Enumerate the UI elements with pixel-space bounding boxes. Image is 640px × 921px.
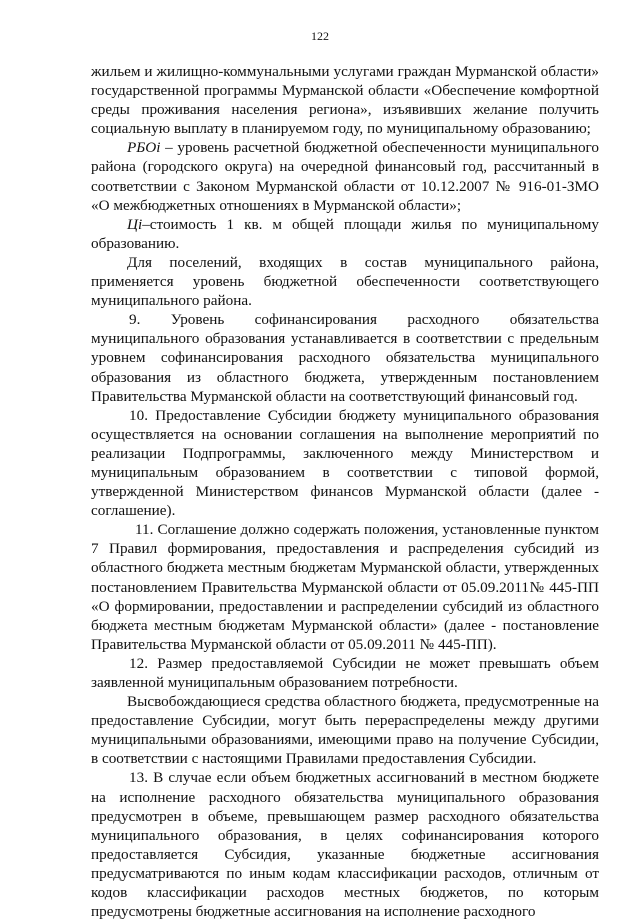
paragraph-continuation: жильем и жилищно-коммунальными услугами граждан Мурманской области» государственной программы Мурманской области «Обеспечение комфортной среды проживания населения региона», изъявивших желание получить социальную выплату в планируемом году, по муниципальному образованию; <box>91 63 599 138</box>
term-rbo: РБОi <box>127 139 161 157</box>
paragraph-redistribution: Высвобождающиеся средства областного бюджета, предусмотренные на предоставление Субсидии, могут быть перераспределены между другими муниципальными образованиями, имеющими право на получение Субсидии, в соответствии с настоящими Правилами предоставления Субсидии. <box>91 693 599 768</box>
paragraph-item-9: 9. Уровень софинансирования расходного обязательства муниципального образования устанавливается в соответствии с предельным уровнем софинансирования расходного обязательства муниципального образования из областного бюджета, утвержденным постановлением Правительства Мурманской области на соответствующий финансовый год. <box>91 311 599 405</box>
page-number: 122 <box>311 29 329 43</box>
term-price: Цi <box>127 215 143 233</box>
paragraph-item-13: 13. В случае если объем бюджетных ассигнований в местном бюджете на исполнение расходного обязательства муниципального образования предусмотрен в объеме, превышающем размер расходного обязательства муниципального образования, в целях софинансирования которого предоставляется Субсидия, указанные бюджетные ассигнования предусматриваются по иным кодам классификации расходов, отличным от кодов классификации расходов местных бюджетов, по которым предусмотрены бюджетные ассигнования на исполнение расходного <box>91 769 599 921</box>
paragraph-price-definition: Цi–стоимость 1 кв. м общей площади жилья по муниципальному образованию. <box>91 215 599 252</box>
paragraph-rbo-definition: РБОi – уровень расчетной бюджетной обеспеченности муниципального района (городского округа) на очередной финансовый год, рассчитанный в соответствии с Законом Мурманской области от 10.12.2007 № 916-01-ЗМО «О межбюджетных отношениях в Мурманской области»; <box>91 139 599 214</box>
paragraph-item-11: 11. Соглашение должно содержать положения, установленные пунктом 7 Правил формирования, предоставления и распределения субсидий из областного бюджета местным бюджетам Мурманской области, утвержденных постановлением Правительства Мурманской области от 05.09.2011№ 445-ПП «О формировании, предоставлении и распределении субсидий из областного бюджета местным бюджетам Мурманской области» (далее - постановление Правительства Мурманской области от 05.09.2011 № 445-ПП). <box>91 521 599 653</box>
paragraph-settlements: Для поселений, входящих в состав муниципального района, применяется уровень бюджетной обеспеченности соответствующего муниципального района. <box>91 253 599 310</box>
paragraph-item-10: 10. Предоставление Субсидии бюджету муниципального образования осуществляется на основании соглашения на выполнение мероприятий по реализации Подпрограммы, заключенного между Министерством и муниципальным образованием в соответствии с типовой формой, утвержденной Министерством финансов Мурманской области (далее - соглашение). <box>91 406 599 520</box>
document-body <box>91 62 599 921</box>
paragraph-item-12: 12. Размер предоставляемой Субсидии не может превышать объем заявленной муниципальным образованием потребности. <box>91 654 599 691</box>
